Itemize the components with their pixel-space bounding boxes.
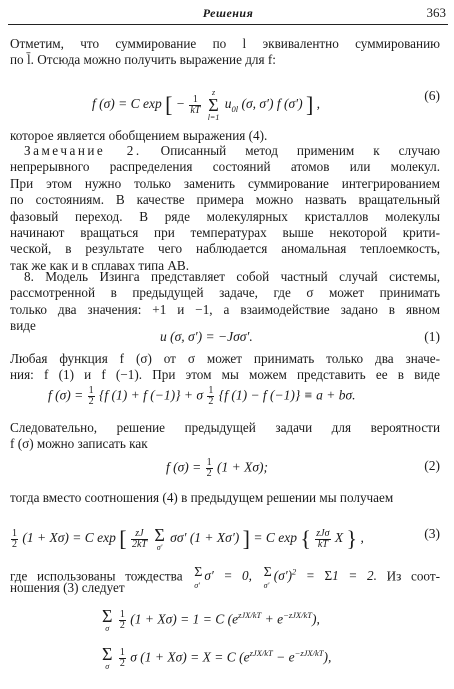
paragraph-relation-4 <box>10 490 440 523</box>
equation-3: $\frac{1}{2}$ (1 + Xσ) = C exp [ $\frac{zJ}{2kT}$ Σ σ′ σσ′ (1 + Xσ′) ] = C exp { $\frac{\text{zJσ}}{kT}$ X } , (3) <box>12 524 440 552</box>
text-line: Любая функция f (σ) от σ может принимать только два значе- <box>10 351 440 366</box>
page-header <box>8 4 448 25</box>
text-line: виде <box>10 318 36 334</box>
text-line: ния: f (1) и f (−1). При этом мы можем представить ее в виде <box>10 367 440 383</box>
equation-sum-second: Σ σ $\frac{1}{2}$ σ (1 + Xσ) = X = C $(e^{zJX/kT} - e^{-zJX/kT})$, <box>102 644 332 671</box>
eq1-body: u (σ, σ′) = −Jσσ′. <box>160 329 253 344</box>
text-line: непрерывного распределения состояний атомов или молекул. <box>10 159 440 175</box>
text-line: фазовый переход. В ряде молекулярных кристаллов молекулы <box>10 208 440 224</box>
remark-label: Замечание 2. <box>24 143 142 158</box>
text-line: по состояниям. В качестве примера можно назвать вращательный <box>10 192 440 208</box>
text-line: При этом нужно только заменить суммирование интегрированием <box>10 175 440 191</box>
text-line: f (σ) можно записать как <box>10 436 148 452</box>
paragraph-summation-note <box>10 36 440 69</box>
text-fragment: где использованы тождества <box>10 568 183 584</box>
text-line: только два значения: +1 и −1, а взаимодействие задано в явном <box>10 301 440 317</box>
paragraph-identities: где использованы тождества Σ σ′ σ′ = 0, Σ σ′ $(\sigma')^2 = \Sigma 1 = 2$. Из соот- ношения (3) следует <box>10 564 441 596</box>
eq1-number: (1) <box>424 329 440 344</box>
text-line: так же как и в сплавах типа AB. <box>10 257 189 273</box>
eq6-lhs: f (σ) = C exp <box>92 96 162 112</box>
equation-f-expansion: f (σ) = $\frac{1}{2}$ {f (1) + f (−1)} + σ $\frac{1}{2}$ {f (1) − f (−1)} ≡ a + bσ. <box>48 385 356 407</box>
text-line: Отметим, что суммирование по l эквивалентно суммированию <box>10 36 440 51</box>
paragraph-ising-model <box>10 269 440 335</box>
eq2-number: (2) <box>424 458 440 473</box>
text-line: ношения (3) следует <box>10 580 125 596</box>
equation-2: f (σ) = $\frac{1}{2}$ (1 + Xσ); (2) <box>166 457 440 479</box>
text-line: которое является обобщением выражения (4). <box>10 128 268 143</box>
text-line: по l̄. Отсюда можно получить выражение для f: <box>10 52 276 68</box>
page-number: 363 <box>426 5 446 20</box>
remark-2: Замечание 2. Описанный метод применим к случаю непрерывного распределения состояний атомов или молекул. При этом нужно только заменить суммирование интегрированием по состояниям. В качестве примера можно назвать вращательный фазовый переход. В ряде молекулярных кристаллов молекулы начинают вращаться при температурах выше некоторой крити- ческой, в результате чего наблюдается аномальная теплоемкость, так же как и в сплавах типа AB. <box>10 143 441 273</box>
text-line: рассмотренной в предыдущей задаче, где σ может принимать <box>10 285 440 301</box>
paragraph-function-values <box>10 351 440 384</box>
text-line: ческой, в результате чего наблюдается аномальная теплоемкость, <box>10 241 440 257</box>
text-line: тогда вместо соотношения (4) в предыдущем решении мы получаем <box>10 490 394 505</box>
equation-sum-first: Σ σ $\frac{1}{2}$ (1 + Xσ) = 1 = C $(e^{zJX/kT} + e^{-zJX/kT})$, <box>102 606 320 633</box>
running-head: Решения <box>202 6 254 20</box>
equation-1 <box>10 329 440 351</box>
text-line: Следовательно, решение предыдущей задачи для вероятности <box>10 420 440 435</box>
equation-6: f (σ) = C exp [ − $\frac{1}{kT}$ z Σ l=1 $u_{0l}$ (σ, σ′) f (σ′) ] , (6) <box>92 88 440 122</box>
eq6-number: (6) <box>424 88 440 103</box>
paragraph-generalization <box>10 128 440 144</box>
text-fragment: Из соот- <box>386 568 441 584</box>
eq3-number: (3) <box>424 526 440 541</box>
paragraph-probability <box>10 420 440 453</box>
text-line: начинают вращаться при температурах выше некоторой крити- <box>10 224 440 240</box>
text-line: 8. Модель Изинга представляет собой частный случай системы, <box>24 269 440 284</box>
